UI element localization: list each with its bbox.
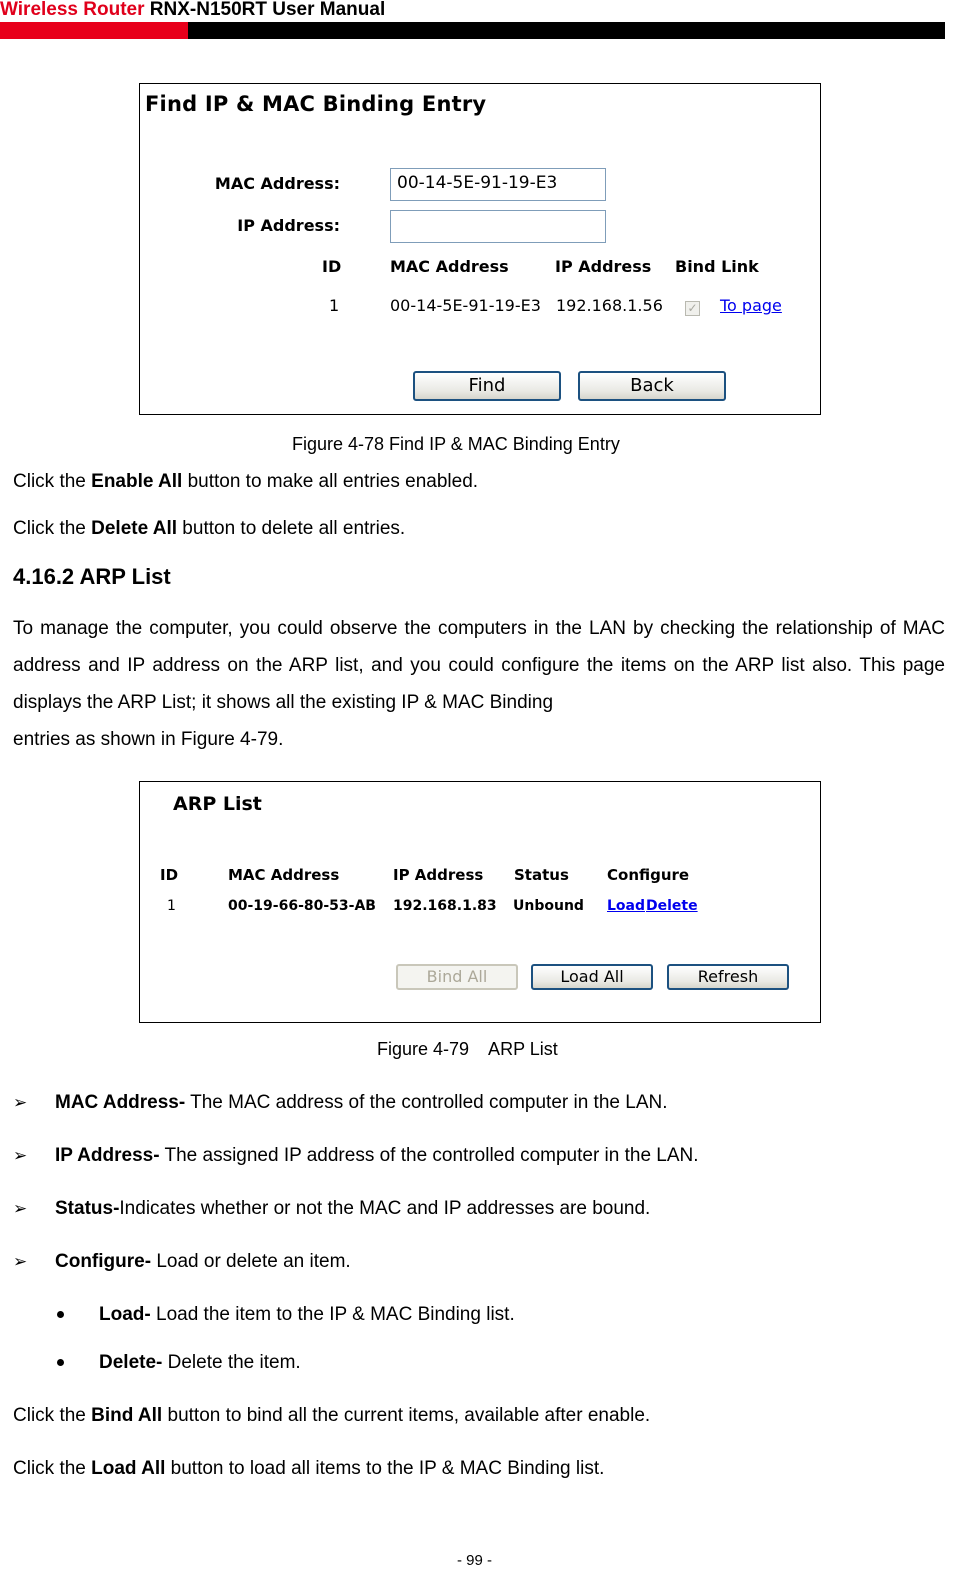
delete-all-text: Click the Delete All button to delete all entries.: [13, 518, 406, 539]
dot-bullet-icon: [57, 1359, 64, 1366]
load-all-text: Click the Load All button to load all items to the IP & MAC Binding list.: [13, 1458, 605, 1479]
section-heading: 4.16.2 ARP List: [13, 564, 171, 589]
bullet-status: ➢ Status-Indicates whether or not the MAC and IP addresses are bound.: [13, 1198, 651, 1219]
arrow-bullet-icon: ➢: [13, 1146, 28, 1165]
bullet-mac-address: ➢ MAC Address- The MAC address of the controlled computer in the LAN.: [13, 1092, 668, 1113]
find-button[interactable]: Find: [413, 371, 561, 401]
header-bar: [0, 22, 957, 39]
col-id: ID: [322, 257, 342, 276]
bind-all-button[interactable]: Bind All: [396, 964, 518, 990]
delete-link[interactable]: Delete: [646, 898, 698, 914]
row-ip: 192.168.1.83: [393, 898, 497, 914]
load-all-button[interactable]: Load All: [531, 964, 653, 990]
section-paragraph: To manage the computer, you could observe the computers in the LAN by checking the relationship of MAC address and IP address on the ARP list, and you could configure the items on the ARP list also. This page displays the ARP List; it shows all the existing IP & MAC Binding entries as shown in Figure 4-79.: [13, 618, 945, 750]
bind-checkbox[interactable]: ✓: [685, 301, 700, 316]
subbullet-load: Load- Load the item to the IP & MAC Binding list.: [99, 1304, 515, 1325]
ip-address-input[interactable]: [390, 210, 606, 243]
col-configure: Configure: [607, 866, 690, 884]
panel-title: ARP List: [173, 793, 262, 815]
dot-bullet-icon: [57, 1311, 64, 1318]
col-status: Status: [514, 866, 569, 884]
arrow-bullet-icon: ➢: [13, 1252, 28, 1271]
header-brand: Wireless Router: [0, 0, 145, 20]
header-title: [0, 0, 385, 20]
arrow-bullet-icon: ➢: [13, 1199, 28, 1218]
row-mac: 00-14-5E-91-19-E3: [390, 296, 541, 315]
header-model: RNX-N150RT User Manual: [149, 0, 386, 20]
arp-list-panel: [139, 781, 821, 1023]
panel-title: Find IP & MAC Binding Entry: [145, 92, 487, 116]
row-ip: 192.168.1.56: [556, 296, 663, 315]
back-button[interactable]: Back: [578, 371, 726, 401]
arrow-bullet-icon: ➢: [13, 1093, 28, 1112]
subbullet-delete: Delete- Delete the item.: [99, 1352, 301, 1373]
figure-78-caption: Figure 4-78 Find IP & MAC Binding Entry: [292, 434, 620, 454]
figure-79-caption: Figure 4-79 ARP List: [377, 1039, 558, 1059]
bullet-configure: ➢ Configure- Load or delete an item.: [13, 1251, 351, 1272]
col-bind-link: Bind Link: [675, 257, 759, 276]
bullet-ip-address: ➢ IP Address- The assigned IP address of the controlled computer in the LAN.: [13, 1145, 699, 1166]
mac-address-input[interactable]: 00-14-5E-91-19-E3: [390, 168, 606, 201]
find-binding-panel: [139, 83, 821, 415]
load-link[interactable]: Load: [607, 898, 646, 914]
ip-address-label: IP Address:: [237, 216, 340, 235]
col-ip-address: IP Address: [393, 866, 484, 884]
page-number: - 99 -: [457, 1552, 493, 1569]
bind-all-text: Click the Bind All button to bind all the current items, available after enable.: [13, 1405, 651, 1426]
to-page-link[interactable]: To page: [720, 296, 782, 315]
refresh-button[interactable]: Refresh: [667, 964, 789, 990]
enable-all-text: Click the Enable All button to make all entries enabled.: [13, 471, 479, 492]
row-id: 1: [167, 898, 176, 914]
mac-address-label: MAC Address:: [214, 174, 340, 193]
col-id: ID: [160, 866, 179, 884]
row-id: 1: [329, 296, 340, 315]
col-mac-address: MAC Address: [228, 866, 340, 884]
row-mac: 00-19-66-80-53-AB: [228, 898, 376, 914]
col-ip-address: IP Address: [555, 257, 652, 276]
col-mac-address: MAC Address: [390, 257, 509, 276]
row-status: Unbound: [513, 898, 584, 914]
